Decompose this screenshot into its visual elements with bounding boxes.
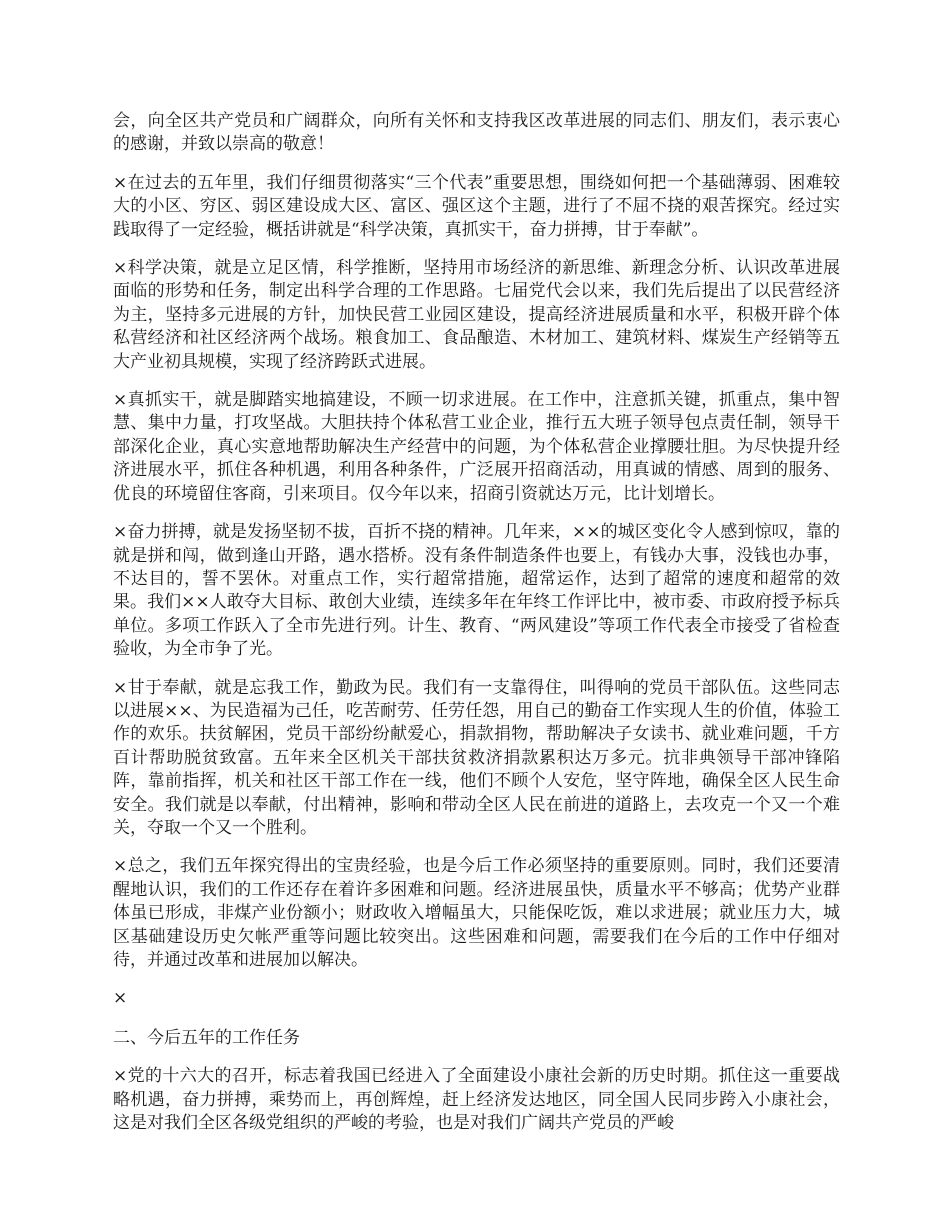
paragraph-dedication: ×甘于奉献，就是忘我工作，勤政为民。我们有一支靠得住，叫得响的党员干部队伍。这些同志以进展××、为民造福为己任，吃苦耐劳、任劳任怨，用自己的勤奋工作实现人生的价值，体验工作的欢乐。扶贫解困，党员干部纷纷献爱心，捐款捐物，帮助解决子女读书、就业难问题，千方百计帮助脱贫致富。五年来全区机关干部扶贫救济捐款累积达万多元。抗非典领导干部冲锋陷阵，靠前指挥，机关和社区干部工作在一线，他们不顾个人安危，坚守阵地，确保全区人民生命安全。我们就是以奉献，付出精神，影响和带动全区人民在前进的道路上，去攻克一个又一个难关，夺取一个又一个胜利。 (113, 677, 840, 838)
paragraph-closing-thanks: 会，向全区共产党员和广阔群众，向所有关怀和支持我区改革进展的同志们、朋友们，表示衷心的感谢，并致以崇高的敬意！ (113, 111, 840, 155)
paragraph-conclusion: ×总之，我们五年探究得出的宝贵经验，也是今后工作必须坚持的重要原则。同时，我们还要清醒地认识，我们的工作还存在着许多困难和问题。经济进展虽快，质量水平不够高；优势产业群体虽已形成，非煤产业份额小；财政收入增幅虽大，只能保吃饭，难以求进展；就业压力大，城区基础建设历史欠帐严重等问题比较突出。这些困难和问题，需要我们在今后的工作中仔细对待，并通过改革和进展加以解决。 (113, 856, 840, 970)
paragraph-practical-work: ×真抓实干，就是脚踏实地搞建设，不顾一切求进展。在工作中，注意抓关键，抓重点，集中智慧、集中力量，打攻坚战。大胆扶持个体私营工业企业，推行五大班子领导包点责任制，领导干部深化企业，真心实意地帮助解决生产经营中的问题，为个体私营企业撑腰壮胆。为尽快提升经济进展水平，抓住各种机遇，利用各种条件，广泛展开招商活动，用真诚的情感、周到的服务、优良的环境留住客商，引来项目。仅今年以来，招商引资就达万元，比计划增长。 (113, 390, 840, 504)
paragraph-sixteenth-congress: ×党的十六大的召开，标志着我国已经进入了全面建设小康社会新的历史时期。抓住这一重要战略机遇，奋力拼搏，乘势而上，再创辉煌，赶上经济发达地区，同全国人民同步跨入小康社会，这是对我们全区各级党组织的严峻的考验，也是对我们广阔共产党员的严峻 (113, 1066, 840, 1134)
paragraph-striving-hard: ×奋力拼搏，就是发扬坚韧不拔，百折不挠的精神。几年来，××的城区变化令人感到惊叹，靠的就是拼和闯，做到逢山开路，遇水搭桥。没有条件制造条件也要上，有钱办大事，没钱也办事，不达目的，誓不罢休。对重点工作，实行超常措施，超常运作，达到了超常的速度和超常的效果。我们××人敢夺大目标、敢创大业绩，连续多年在年终工作评比中，被市委、市政府授予标兵单位。多项工作跃入了全市先进行列。计生、教育、“两风建设”等项工作代表全市接受了省检查验收，为全市争了光。 (113, 522, 840, 660)
section-heading: 二、今后五年的工作任务 (113, 1027, 300, 1048)
paragraph-five-year-summary: ×在过去的五年里，我们仔细贯彻落实“三个代表”重要思想，围绕如何把一个基础薄弱、困难较大的小区、穷区、弱区建设成大区、富区、强区这个主题，进行了不屈不挠的艰苦探究。经过实践取得了一定经验，概括讲就是“科学决策，真抓实干，奋力拼搏，甘于奉献”。 (113, 172, 840, 240)
paragraph-marker: × (113, 988, 128, 1009)
paragraph-scientific-decision: ×科学决策，就是立足区情，科学推断，坚持用市场经济的新思维、新理念分析、认识改革进展面临的形势和任务，制定出科学合理的工作思路。七届党代会以来，我们先后提出了以民营经济为主，坚持多元进展的方针，加快民营工业园区建设，提高经济进展质量和水平，积极开辟个体私营经济和社区经济两个战场。粮食加工、食品酿造、木材加工、建筑材料、煤炭生产经销等五大产业初具规模，实现了经济跨跃式进展。 (113, 258, 840, 372)
